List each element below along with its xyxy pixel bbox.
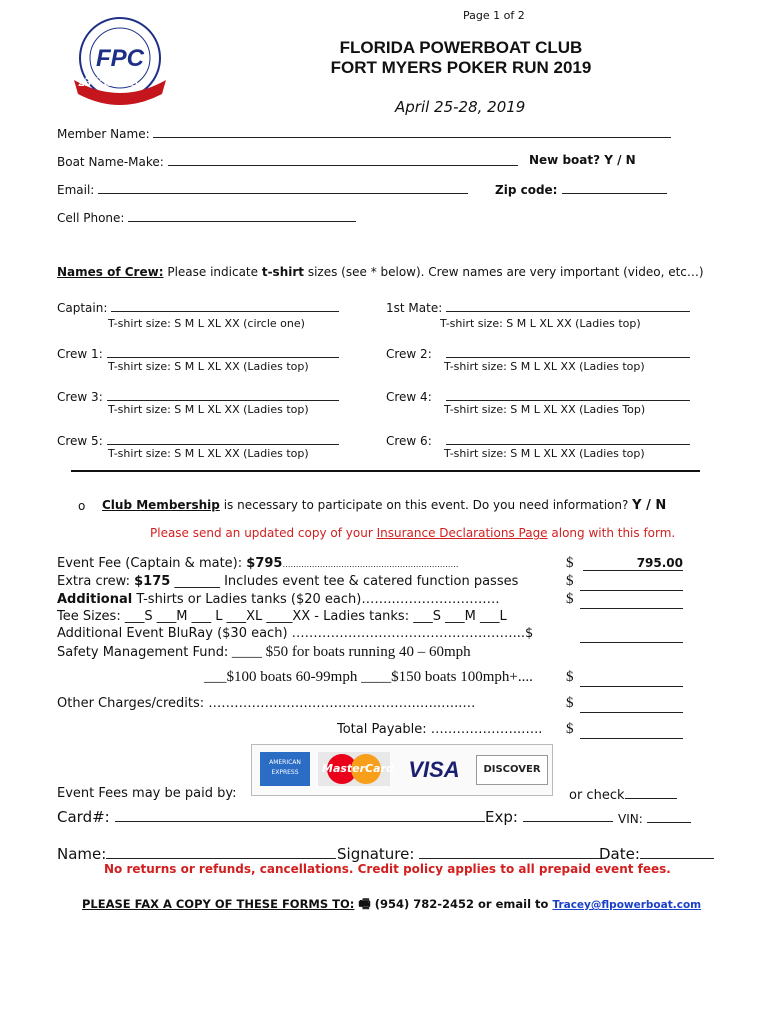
mate-tshirt[interactable]: T-shirt size: S M L XL XX (Ladies top) bbox=[440, 317, 641, 330]
mastercard-logo bbox=[318, 752, 394, 786]
total-payable-label: Total Payable: ….……………..….. bbox=[337, 722, 543, 737]
date-field[interactable] bbox=[599, 845, 714, 863]
amex-logo: AMERICAN EXPRESS bbox=[260, 752, 310, 786]
other-charges-dots: : …………………..……………………..…..…..… bbox=[199, 696, 476, 711]
crew1-tshirt[interactable]: T-shirt size: S M L XL XX (Ladies top) bbox=[108, 360, 309, 373]
fax-icon: 🖷 bbox=[358, 897, 371, 912]
crew-note-c: sizes (see * below). Crew names are very important (video, etc…) bbox=[307, 265, 704, 279]
card-label: Card#: bbox=[57, 808, 110, 826]
safety-fund-line[interactable] bbox=[57, 644, 471, 661]
other-dollar: $ bbox=[566, 695, 574, 711]
card-logos bbox=[251, 744, 553, 796]
other-charges-line bbox=[57, 696, 475, 711]
new-boat-question[interactable]: New boat? Y / N bbox=[529, 153, 636, 167]
crew3-tshirt[interactable]: T-shirt size: S M L XL XX (Ladies top) bbox=[108, 403, 309, 416]
logo-letters: FPC bbox=[96, 45, 144, 72]
crew-note-a: Please indicate bbox=[167, 265, 259, 279]
safety-fund-label: Safety Management Fund bbox=[57, 645, 224, 660]
additional-dollar: $ bbox=[566, 591, 574, 607]
discover-logo: DISCOVER bbox=[476, 755, 548, 785]
exp-label: Exp: bbox=[485, 808, 518, 826]
total-dollar: $ bbox=[566, 721, 574, 737]
crew3-field[interactable] bbox=[57, 388, 339, 404]
email-field[interactable] bbox=[57, 181, 468, 197]
visa-logo: VISA bbox=[408, 757, 460, 782]
mate-label: 1st Mate: bbox=[386, 301, 443, 315]
extra-crew-amount: $175 bbox=[134, 574, 171, 589]
crew6-tshirt[interactable]: T-shirt size: S M L XL XX (Ladies top) bbox=[444, 447, 645, 460]
club-membership-text: is necessary to participate on this event. Do you need information? bbox=[223, 498, 629, 512]
event-fee-label: Event Fee (Captain & mate): bbox=[57, 556, 243, 571]
zip-label: Zip code: bbox=[495, 183, 558, 197]
check-field[interactable] bbox=[569, 786, 677, 803]
club-membership-yn[interactable]: Y / N bbox=[632, 498, 667, 513]
bullet: o bbox=[78, 499, 86, 513]
crew5-label: Crew 5: bbox=[57, 434, 103, 448]
no-returns-notice: No returns or refunds, cancellations. Credit policy applies to all prepaid event fees. bbox=[104, 862, 671, 876]
bluray-line: Additional Event BluRay ($30 each) ……………………………………………...$ bbox=[57, 626, 534, 641]
event-date: April 25-28, 2019 bbox=[395, 98, 526, 116]
crew6-field[interactable] bbox=[386, 432, 690, 448]
crew4-label: Crew 4: bbox=[386, 390, 432, 404]
event-fee-line bbox=[57, 556, 458, 571]
email-link[interactable]: Tracey@flpowerboat.com bbox=[552, 899, 702, 911]
tee-sizes-line[interactable]: Tee Sizes: ___S ___M ___ L ___XL ____XX - Ladies tanks: ___S ___M ___L bbox=[57, 609, 507, 624]
additional-tshirts-line bbox=[57, 592, 500, 607]
fpc-logo bbox=[60, 16, 180, 106]
club-membership-line bbox=[102, 498, 666, 513]
other-charges-label: Other Charges/credits bbox=[57, 696, 200, 711]
crew2-tshirt[interactable]: T-shirt size: S M L XL XX (Ladies top) bbox=[444, 360, 645, 373]
date-label: Date: bbox=[599, 845, 640, 863]
member-name-label: Member Name: bbox=[57, 127, 150, 141]
insurance-link[interactable]: Insurance Declarations Page bbox=[376, 526, 548, 540]
crew5-field[interactable] bbox=[57, 432, 339, 448]
crew4-tshirt[interactable]: T-shirt size: S M L XL XX (Ladies Top) bbox=[444, 403, 646, 416]
zip-field[interactable] bbox=[495, 181, 667, 197]
fax-line bbox=[82, 895, 701, 917]
event-fee-amount: $795 bbox=[246, 556, 283, 571]
extra-crew-note: _______ Includes event tee & catered function passes bbox=[174, 574, 519, 589]
safety-amount-line[interactable] bbox=[580, 674, 683, 687]
fax-label: PLEASE FAX A COPY OF THESE FORMS TO: bbox=[82, 897, 355, 911]
extra-crew-label: Extra crew: bbox=[57, 574, 130, 589]
extra-crew-line[interactable] bbox=[57, 574, 518, 589]
safety-fund-options-b[interactable]: ___$100 boats 60-99mph ____$150 boats 100mph+.... bbox=[204, 669, 533, 685]
crew6-label: Crew 6: bbox=[386, 434, 432, 448]
cell-phone-field[interactable] bbox=[57, 209, 356, 225]
boat-name-label: Boat Name-Make: bbox=[57, 155, 164, 169]
or-check-label: or check bbox=[569, 788, 625, 803]
member-name-field[interactable] bbox=[57, 125, 671, 141]
crew2-field[interactable] bbox=[386, 345, 690, 361]
total-amount-line[interactable] bbox=[580, 726, 683, 739]
captain-label: Captain: bbox=[57, 301, 108, 315]
page-number: Page 1 of 2 bbox=[463, 9, 525, 22]
bluray-amount-line[interactable] bbox=[580, 630, 683, 643]
mastercard-text: MasterCard bbox=[322, 762, 394, 775]
crew1-field[interactable] bbox=[57, 345, 339, 361]
insurance-note-b: along with this form. bbox=[551, 526, 676, 540]
signature-field[interactable] bbox=[337, 845, 603, 863]
card-number-field[interactable] bbox=[57, 808, 485, 826]
crew2-label: Crew 2: bbox=[386, 347, 432, 361]
logo-years: 25 YEARS bbox=[78, 74, 138, 89]
captain-tshirt[interactable]: T-shirt size: S M L XL XX (circle one) bbox=[108, 317, 305, 330]
crew4-field[interactable] bbox=[386, 388, 690, 404]
crew-note-b: t-shirt bbox=[261, 265, 305, 279]
event-fee-total: 795.00 bbox=[583, 556, 683, 571]
crew3-label: Crew 3: bbox=[57, 390, 103, 404]
extra-crew-amount-line[interactable] bbox=[580, 578, 683, 591]
signature-label: Signature: bbox=[337, 845, 415, 863]
extra-crew-dollar: $ bbox=[566, 573, 574, 589]
event-fee-dots: ………………………………………………………… bbox=[282, 560, 459, 569]
name-label: Name: bbox=[57, 845, 107, 863]
captain-field[interactable] bbox=[57, 299, 339, 315]
paid-by-label: Event Fees may be paid by: bbox=[57, 786, 237, 801]
cell-label: Cell Phone: bbox=[57, 211, 125, 225]
divider bbox=[71, 470, 700, 472]
name-field[interactable] bbox=[57, 845, 336, 863]
crew-instructions bbox=[57, 265, 704, 279]
vin-field[interactable] bbox=[618, 810, 691, 826]
event-fee-dollar: $ bbox=[566, 555, 574, 571]
exp-field[interactable] bbox=[485, 808, 613, 826]
safety-dollar: $ bbox=[566, 669, 574, 685]
additional-label: Additional bbox=[57, 592, 133, 607]
additional-text: T-shirts or Ladies tanks ($20 each)……..…………………… bbox=[136, 592, 500, 607]
fax-number: (954) 782-2452 or email to bbox=[374, 897, 549, 911]
mate-field[interactable] bbox=[386, 299, 690, 315]
crew-heading: Names of Crew: bbox=[57, 265, 164, 279]
email-label: Email: bbox=[57, 183, 95, 197]
title-line-1: FLORIDA POWERBOAT CLUB bbox=[339, 38, 583, 57]
crew1-label: Crew 1: bbox=[57, 347, 103, 361]
club-membership-label: Club Membership bbox=[102, 498, 220, 512]
other-amount-line[interactable] bbox=[580, 700, 683, 713]
insurance-note bbox=[150, 526, 675, 540]
vin-label: VIN: bbox=[618, 812, 643, 826]
boat-name-field[interactable] bbox=[57, 153, 518, 169]
insurance-note-a: Please send an updated copy of your bbox=[150, 526, 373, 540]
additional-amount-line[interactable] bbox=[580, 596, 683, 609]
safety-fund-option-a: : ____ $50 for boats running 40 – 60mph bbox=[223, 644, 471, 660]
title-line-2: FORT MYERS POKER RUN 2019 bbox=[330, 58, 592, 77]
crew5-tshirt[interactable]: T-shirt size: S M L XL XX (Ladies top) bbox=[108, 447, 309, 460]
